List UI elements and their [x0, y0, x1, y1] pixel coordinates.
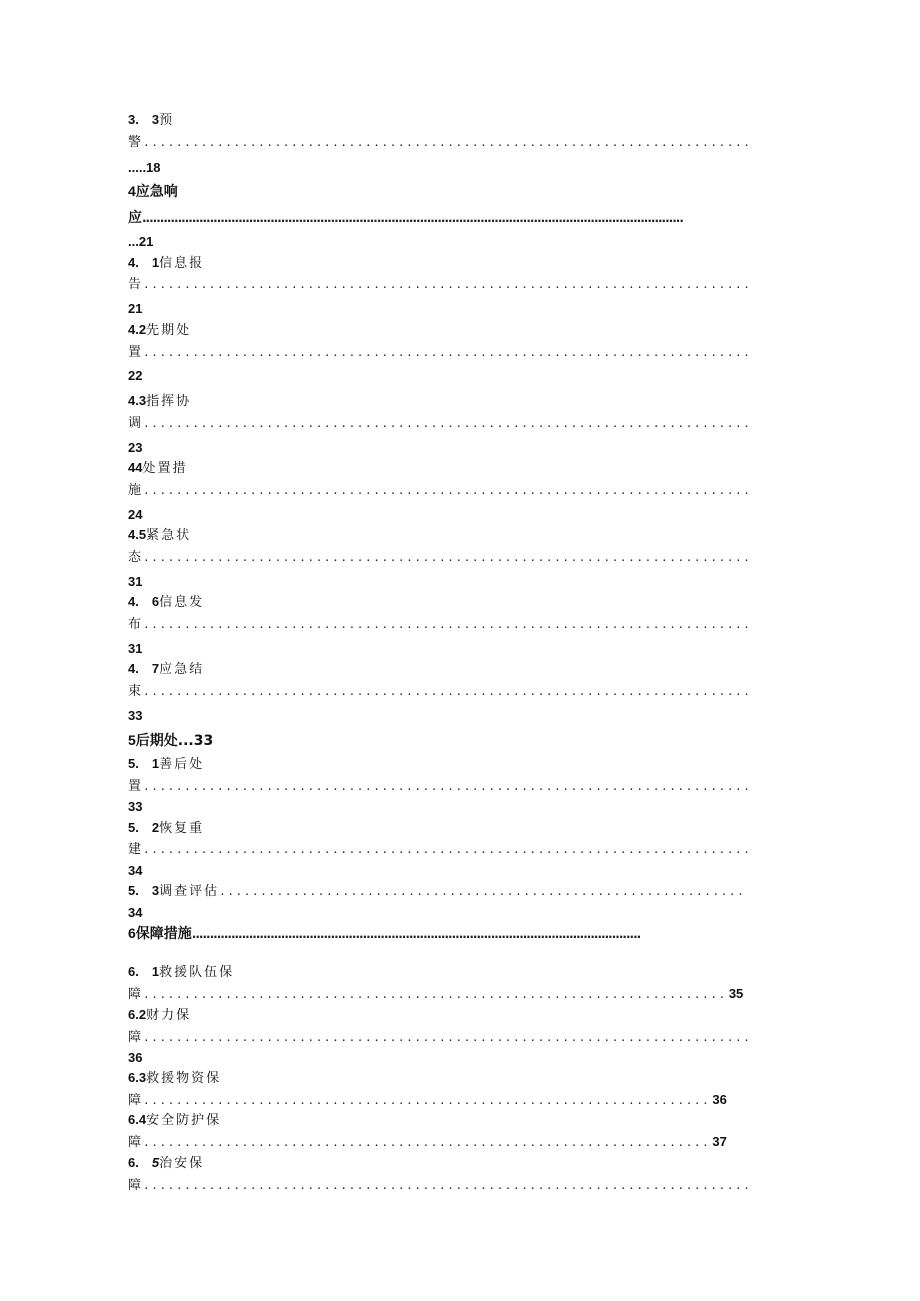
- toc-entry-4-4[interactable]: [128, 458, 187, 478]
- toc-page-number: 35: [728, 986, 744, 1001]
- toc-page-number: ...21: [128, 234, 154, 249]
- toc-number: 4: [128, 183, 136, 199]
- toc-title: 信息发: [159, 595, 205, 610]
- toc-page-number-line: [128, 505, 142, 524]
- toc-title-continued: 束: [128, 684, 144, 699]
- toc-chapter-4[interactable]: [128, 182, 178, 201]
- dot-leader: ..........................................................................: [143, 1031, 752, 1044]
- toc-number: 6.2: [128, 1007, 147, 1022]
- toc-title-continued: 态: [128, 550, 144, 565]
- dot-leader: .....................................................................: [143, 1136, 711, 1149]
- toc-page-number-line: [128, 232, 153, 251]
- toc-title: 保障措施: [135, 926, 192, 942]
- toc-page-number-line: [128, 1048, 142, 1067]
- toc-title-continued: 施: [128, 483, 144, 498]
- dot-leader: ..........................................................................: [143, 278, 752, 291]
- toc-title: 应急响: [135, 184, 178, 200]
- toc-page-number: 31: [128, 641, 143, 656]
- toc-title-continued: 障: [128, 1178, 144, 1193]
- toc-page-number-line: [128, 158, 161, 177]
- dot-leader: ................................................................: [219, 885, 746, 898]
- toc-title-continued: 建: [128, 842, 144, 857]
- toc-title-continued: 置: [128, 779, 144, 794]
- toc-entry-5-3[interactable]: [128, 881, 745, 901]
- toc-leader-line: [128, 547, 751, 567]
- toc-leader-line: [128, 614, 751, 634]
- toc-page-number: 36: [128, 1050, 143, 1065]
- toc-title-continued: 障: [128, 1093, 144, 1108]
- toc-number: 4.2: [128, 322, 147, 337]
- toc-entry-4-3[interactable]: [128, 391, 191, 411]
- toc-page-number-line: [128, 299, 142, 318]
- toc-leader-line: [128, 839, 751, 859]
- toc-number: 6.3: [128, 1070, 147, 1085]
- toc-page-number-line: [128, 861, 142, 880]
- toc-title-continued: 调: [128, 416, 144, 431]
- toc-page-number: 33: [128, 799, 143, 814]
- dot-leader: ..........................................................................: [143, 136, 752, 149]
- toc-title: 治安保: [159, 1156, 205, 1171]
- toc-title: 指挥协: [146, 394, 192, 409]
- toc-title: 恢复重: [159, 821, 205, 836]
- toc-page-number-line: [128, 572, 142, 591]
- toc-leader-line: [128, 1090, 727, 1110]
- toc-number: 4.3: [128, 393, 147, 408]
- toc-entry-6-1[interactable]: [128, 962, 234, 982]
- toc-page-number: 34: [128, 905, 143, 920]
- toc-number-italic: 5: [151, 1155, 160, 1170]
- dot-leader: ..........................................................................: [143, 1179, 752, 1192]
- toc-title-continued: 布: [128, 617, 144, 632]
- toc-page-number: 34: [128, 863, 143, 878]
- toc-title: 善后处: [159, 757, 205, 772]
- toc-number: 6: [128, 925, 136, 941]
- dot-leader: ..........................................................................: [143, 484, 752, 497]
- dot-leader: ..............................................................................................................................: [191, 927, 641, 941]
- toc-number: 6.: [128, 1155, 152, 1170]
- toc-entry-6-3[interactable]: [128, 1068, 221, 1088]
- toc-title-continued: 警: [128, 135, 144, 150]
- toc-title-continued: 障: [128, 1030, 144, 1045]
- toc-title: 救援物资保: [146, 1071, 222, 1086]
- toc-title: 紧急状: [146, 528, 192, 543]
- toc-title: 应急结: [159, 662, 205, 677]
- toc-entry-3-3[interactable]: [128, 110, 174, 130]
- toc-page-number: 33: [128, 708, 143, 723]
- toc-entry-6-2[interactable]: [128, 1005, 191, 1025]
- toc-page-number-line: [128, 639, 142, 658]
- toc-page-number-line: [128, 706, 142, 725]
- toc-title: 安全防护保: [146, 1113, 222, 1128]
- toc-title-continued: 障: [128, 987, 144, 1002]
- toc-title: 调查评估: [159, 884, 220, 899]
- toc-entry-5-2[interactable]: [128, 818, 204, 838]
- toc-title: 财力保: [146, 1008, 192, 1023]
- toc-number: 5. 3: [128, 883, 160, 898]
- toc-title: 处置措: [142, 461, 188, 476]
- toc-number: 6. 1: [128, 964, 160, 979]
- toc-page-number: 22: [128, 368, 143, 383]
- toc-page-number: 24: [128, 507, 143, 522]
- toc-leader-line: [128, 413, 751, 433]
- toc-leader-line: [128, 209, 683, 227]
- toc-title-continued: 应: [128, 210, 142, 226]
- toc-leader-line: [128, 274, 751, 294]
- toc-page-number: 36: [712, 1092, 727, 1107]
- toc-entry-4-1[interactable]: [128, 253, 204, 273]
- toc-entry-4-7[interactable]: [128, 659, 204, 679]
- toc-number: 4.5: [128, 527, 147, 542]
- toc-page-number: 37: [712, 1134, 727, 1149]
- toc-entry-4-2[interactable]: [128, 320, 191, 340]
- toc-entry-6-4[interactable]: [128, 1110, 221, 1130]
- toc-leader-line: [128, 342, 751, 362]
- toc-chapter-6[interactable]: [128, 924, 640, 943]
- toc-leader-line: [128, 1175, 751, 1195]
- toc-leader-line: [128, 1027, 751, 1047]
- toc-entry-6-5[interactable]: [128, 1153, 204, 1173]
- dot-leader: .......................................................................: [143, 988, 727, 1001]
- dot-leader: ..........................................................................: [143, 346, 752, 359]
- dot-leader: ..........................................................................: [143, 618, 752, 631]
- toc-page-number-line: [128, 438, 142, 457]
- toc-number: 4. 1: [128, 255, 160, 270]
- toc-entry-5-1[interactable]: [128, 754, 204, 774]
- dot-leader: ..........................................................................: [143, 843, 752, 856]
- toc-number: 5. 1: [128, 756, 160, 771]
- toc-leader-line: [128, 1132, 727, 1152]
- toc-title-continued: 置: [128, 345, 144, 360]
- toc-number: 6.4: [128, 1112, 147, 1127]
- toc-title: 后期处...33: [135, 733, 214, 749]
- toc-number: 44: [128, 460, 143, 475]
- dot-leader: ..........................................................................: [143, 685, 752, 698]
- toc-page-number: .....18: [128, 160, 161, 175]
- toc-number: 4. 6: [128, 594, 160, 609]
- toc-title: 救援队伍保: [159, 965, 235, 980]
- toc-number: 5. 2: [128, 820, 160, 835]
- toc-title-continued: 告: [128, 277, 144, 292]
- toc-page-number-line: [128, 797, 142, 816]
- toc-title: 预: [159, 113, 175, 128]
- toc-title: 先期处: [146, 323, 192, 338]
- toc-number: 5: [128, 732, 136, 748]
- toc-leader-line: [128, 132, 751, 152]
- toc-leader-line: [128, 776, 751, 796]
- toc-title: 信息报: [159, 256, 205, 271]
- toc-page-number: 23: [128, 440, 143, 455]
- toc-number: 3. 3: [128, 112, 160, 127]
- toc-page-number-line: [128, 366, 142, 385]
- dot-leader: ..........................................................................: [143, 780, 752, 793]
- toc-page-number-line: [128, 903, 142, 922]
- toc-page-number: 31: [128, 574, 143, 589]
- toc-entry-4-6[interactable]: [128, 592, 204, 612]
- dot-leader: .....................................................................: [143, 1094, 711, 1107]
- toc-leader-line: [128, 480, 751, 500]
- dot-leader: ........................................................................................................................................................: [142, 211, 683, 225]
- dot-leader: ..........................................................................: [143, 551, 752, 564]
- toc-chapter-5[interactable]: [128, 731, 213, 750]
- toc-leader-line: [128, 984, 743, 1004]
- dot-leader: ..........................................................................: [143, 417, 752, 430]
- toc-leader-line: [128, 681, 751, 701]
- toc-title-continued: 障: [128, 1135, 144, 1150]
- toc-page-number: 21: [128, 301, 143, 316]
- toc-number: 4. 7: [128, 661, 160, 676]
- toc-entry-4-5[interactable]: [128, 525, 191, 545]
